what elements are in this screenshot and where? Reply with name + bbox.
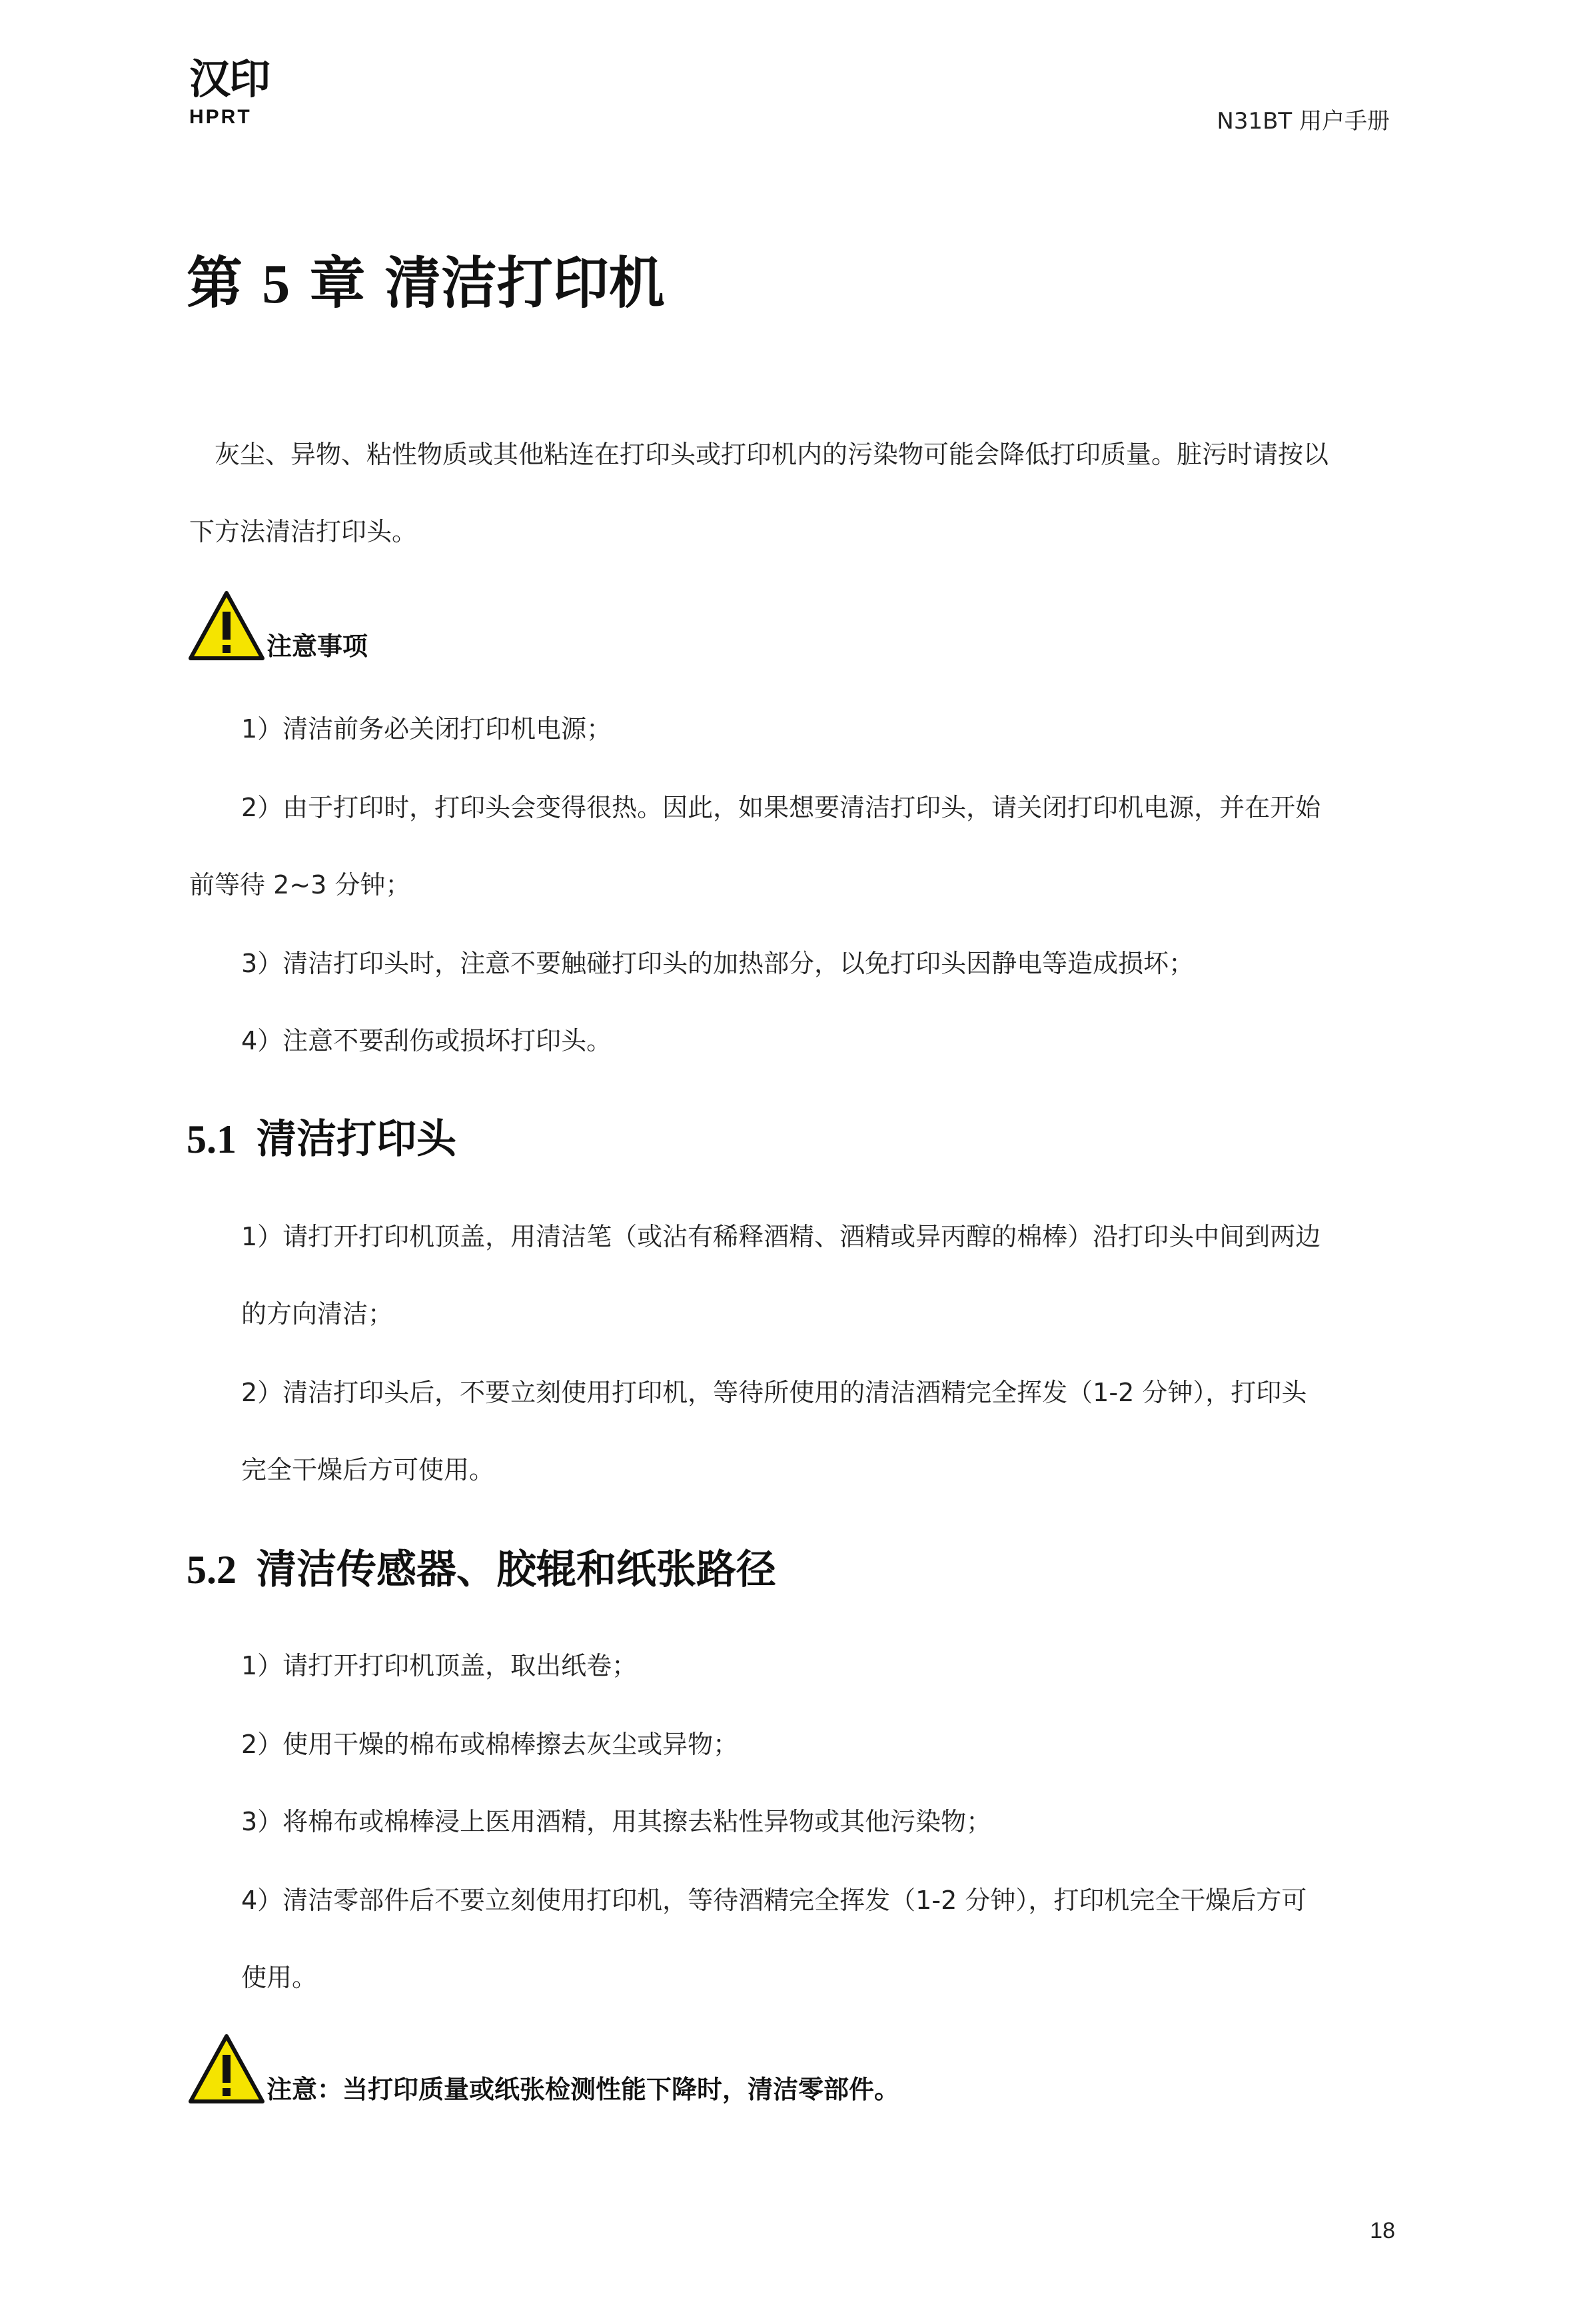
intro-line-2: 下方法清洁打印头。 <box>189 517 418 546</box>
logo-english: HPRT <box>189 106 252 128</box>
section-5-1-title: 清洁打印头 <box>257 1116 456 1163</box>
chapter-title-prefix: 第 <box>187 251 243 316</box>
section-5-2-heading <box>187 1543 776 1596</box>
section-5-1-heading <box>187 1113 456 1166</box>
section-5-2-line-4: 4）清洁零部件后不要立刻使用打印机，等待酒精完全挥发（1-2 分钟），打印机完全干燥后方可 <box>241 1886 1307 1915</box>
caution-item-2: 2）由于打印时，打印头会变得很热。因此，如果想要清洁打印头，请关闭打印机电源，并在开始 <box>241 793 1321 822</box>
caution-item-4: 4）注意不要刮伤或损坏打印头。 <box>241 1026 612 1055</box>
section-5-2-line-5: 使用。 <box>241 1963 318 1992</box>
chapter-title-text: 章 清洁打印机 <box>309 251 665 316</box>
warning-triangle-icon <box>188 2034 265 2104</box>
chapter-number: 5 <box>262 253 290 315</box>
document-title: N31BT 用户手册 <box>1217 108 1390 135</box>
section-5-2-line-1: 1）请打开打印机顶盖，取出纸卷； <box>241 1651 638 1680</box>
section-5-1-line-4: 完全干燥后方可使用。 <box>241 1455 495 1484</box>
section-5-2-number: 5.2 <box>187 1548 237 1592</box>
section-5-1-line-1: 1）请打开打印机顶盖，用清洁笔（或沾有稀释酒精、酒精或异丙醇的棉棒）沿打印头中间到两边 <box>241 1222 1321 1251</box>
caution-label: 注意事项 <box>266 632 368 661</box>
section-5-1-number: 5.1 <box>187 1117 237 1161</box>
section-5-1-line-3: 2）清洁打印头后，不要立刻使用打印机，等待所使用的清洁酒精完全挥发（1-2 分钟），打印头 <box>241 1378 1307 1407</box>
section-5-2-line-2: 2）使用干燥的棉布或棉棒擦去灰尘或异物； <box>241 1730 739 1759</box>
section-5-2-line-3: 3）将棉布或棉棒浸上医用酒精，用其擦去粘性异物或其他污染物； <box>241 1807 992 1836</box>
logo-chinese: 汉印 <box>189 55 270 103</box>
intro-line-1: 灰尘、异物、粘性物质或其他粘连在打印头或打印机内的污染物可能会降低打印质量。脏污时请按以 <box>215 440 1329 469</box>
section-5-2-title: 清洁传感器、胶辊和纸张路径 <box>257 1546 776 1593</box>
final-note-text: 注意：当打印质量或纸张检测性能下降时，清洁零部件。 <box>266 2075 900 2104</box>
caution-item-3: 3）清洁打印头时，注意不要触碰打印头的加热部分，以免打印头因静电等造成损坏； <box>241 949 1195 978</box>
page-number: 18 <box>1370 2218 1395 2243</box>
section-5-1-line-2: 的方向清洁； <box>241 1299 394 1329</box>
chapter-title <box>187 247 665 321</box>
warning-triangle-icon <box>188 590 265 661</box>
caution-item-1: 1）清洁前务必关闭打印机电源； <box>241 714 612 744</box>
caution-item-2-cont: 前等待 2~3 分钟； <box>189 870 411 899</box>
